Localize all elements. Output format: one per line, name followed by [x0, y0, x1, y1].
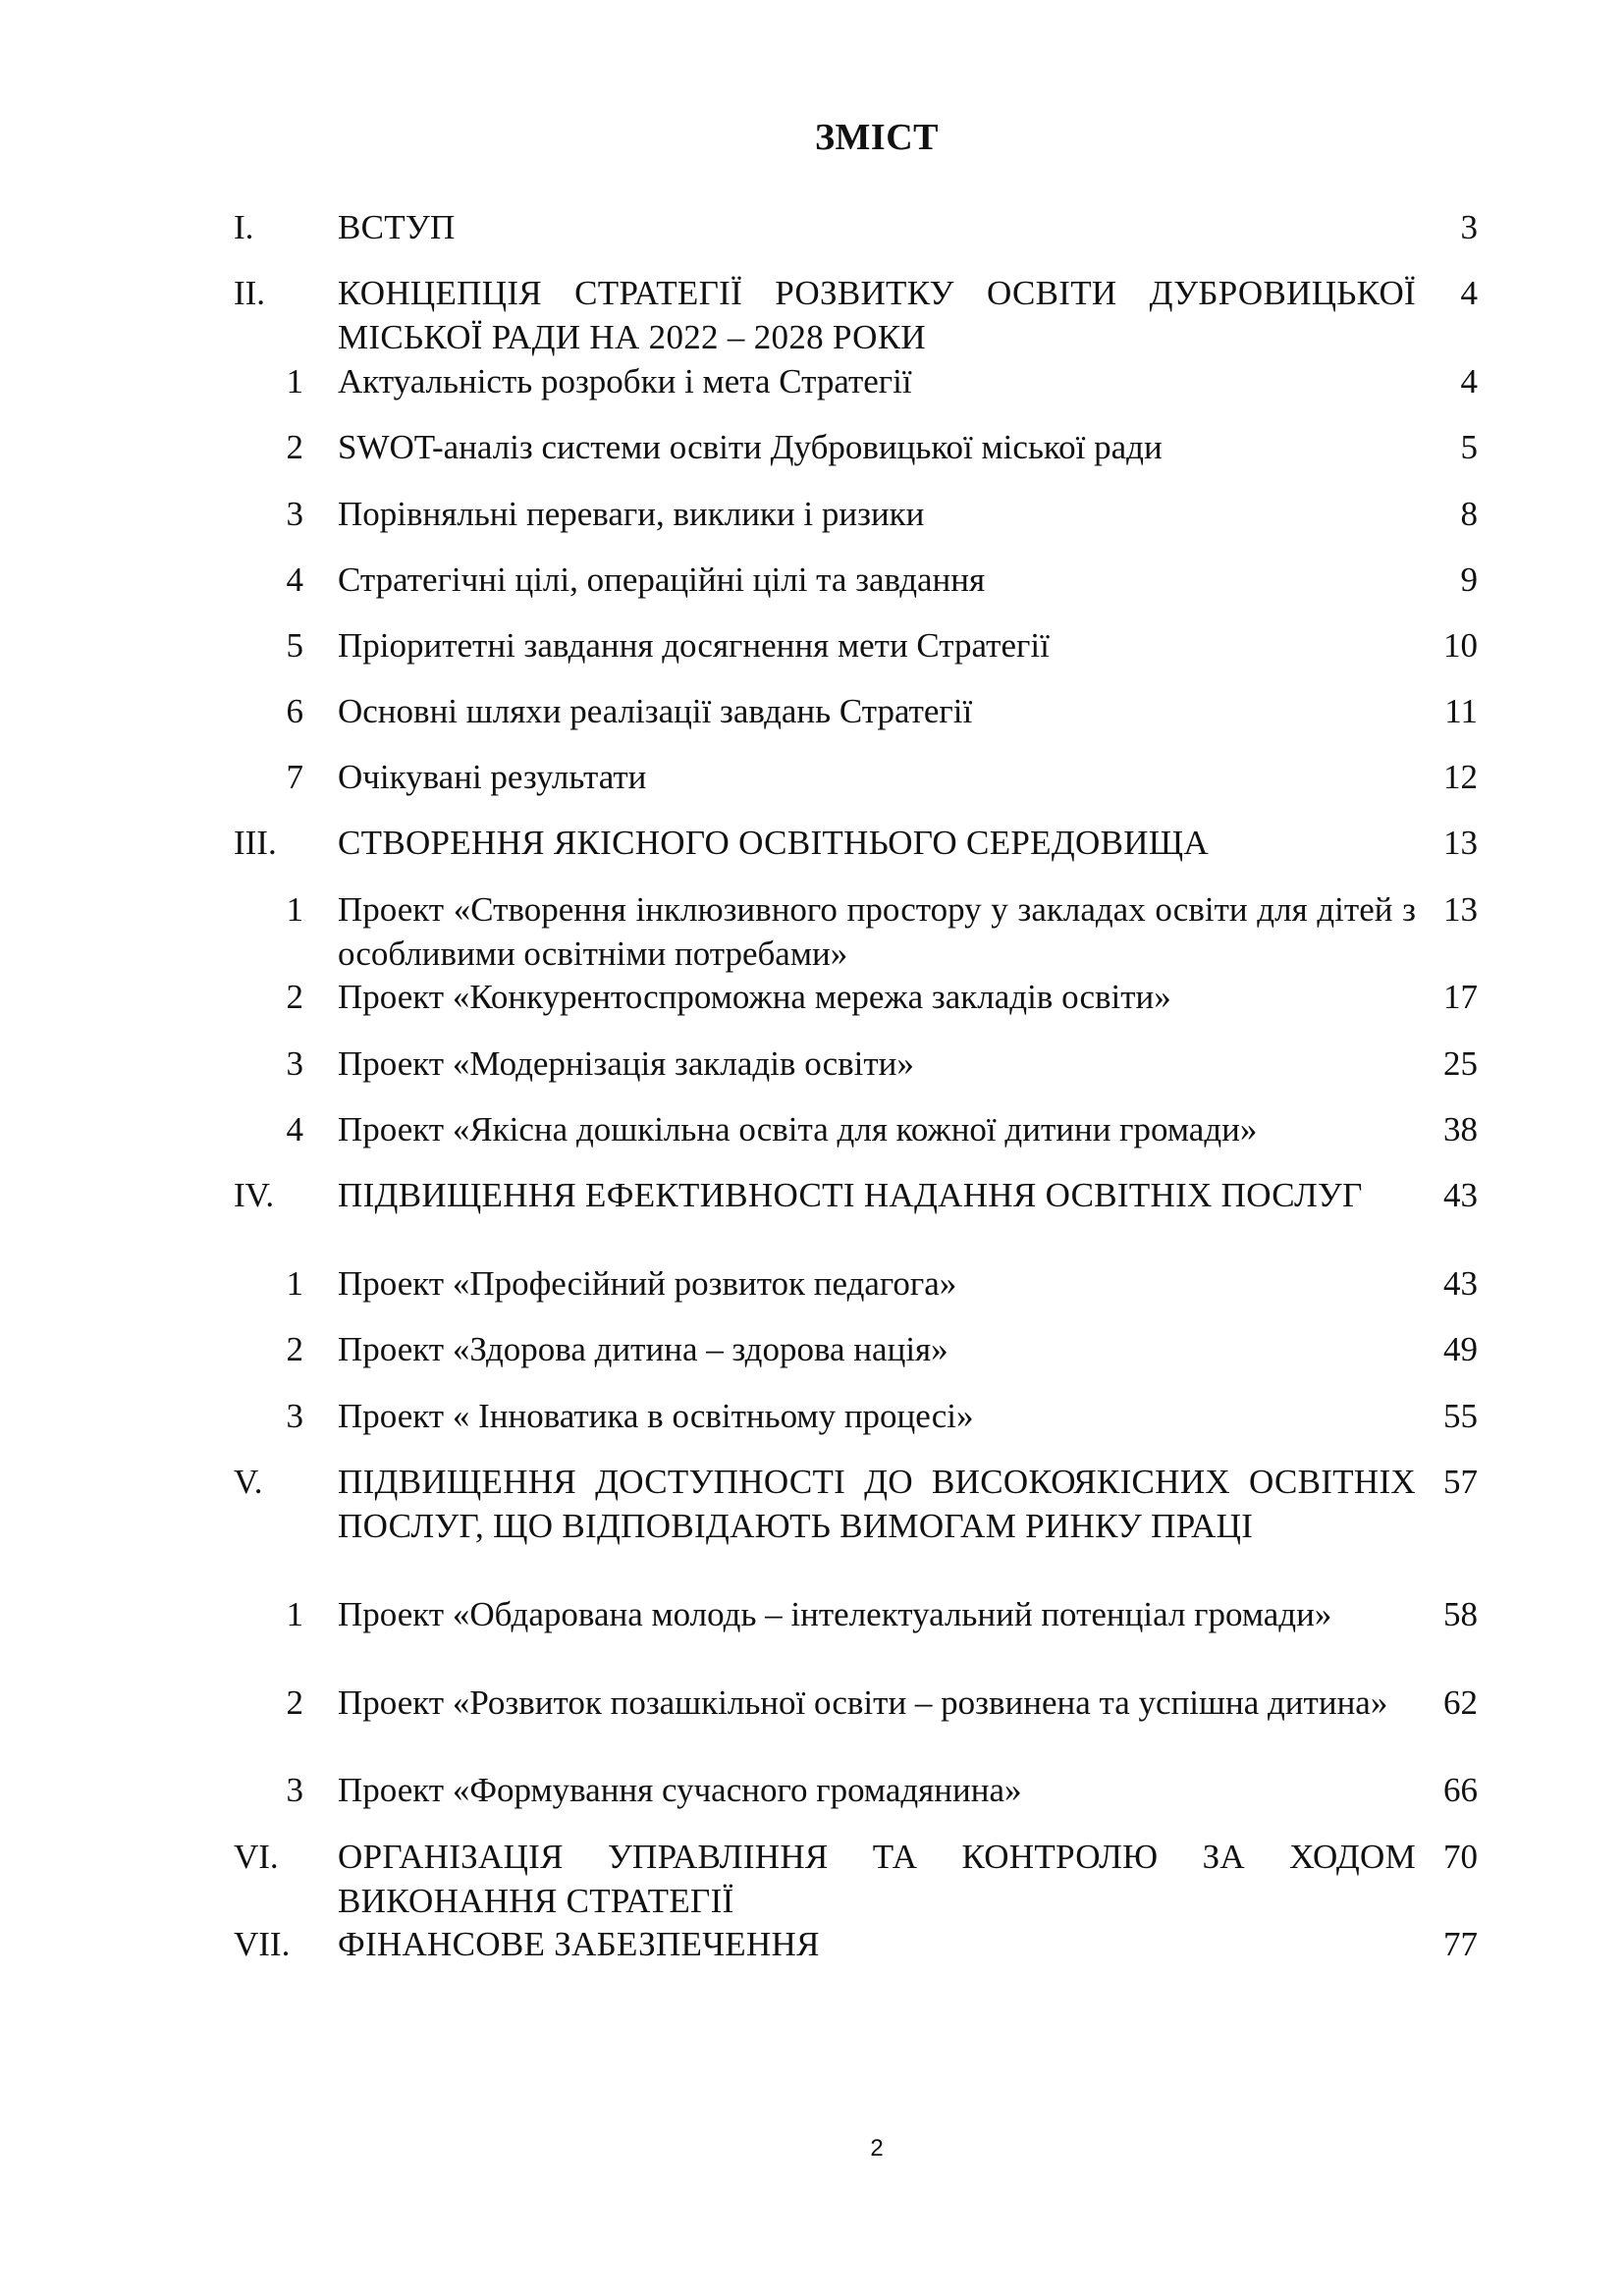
toc-section-number: I.	[234, 208, 254, 246]
toc-page-number: 4	[1460, 362, 1478, 400]
toc-page-number: 43	[1443, 1264, 1478, 1303]
toc-subsection-number: 2	[286, 1683, 303, 1722]
toc-page-number: 4	[1460, 274, 1478, 312]
toc-page-number: 77	[1443, 1925, 1478, 1963]
toc-page-number: 58	[1443, 1595, 1478, 1633]
toc-section-title: ПІДВИЩЕННЯ ЕФЕКТИВНОСТІ НАДАННЯ ОСВІТНІХ ПОСЛУГ	[338, 1176, 1363, 1214]
toc-subsection-title: Порівняльні переваги, виклики і ризики	[338, 495, 925, 533]
toc-page-number: 9	[1460, 561, 1478, 599]
toc-subsection-title: Проект «Здорова дитина – здорова нація»	[338, 1330, 948, 1368]
toc-subsection-number: 3	[286, 1044, 303, 1083]
toc-subsection-title: Основні шляхи реалізації завдань Стратегії	[338, 692, 973, 730]
toc-page-number: 3	[1460, 208, 1478, 246]
toc-section-title: КОНЦЕПЦІЯ СТРАТЕГІЇ РОЗВИТКУ ОСВІТИ ДУБРОВИЦЬКОЇ МІСЬКОЇ РАДИ НА 2022 – 2028 РОКИ	[338, 274, 1416, 356]
toc-subsection-title: Проект «Конкурентоспроможна мережа закладів освіти»	[338, 978, 1171, 1016]
toc-subsection-title: Проект «Розвиток позашкільної освіти – розвинена та успішна дитина»	[338, 1683, 1388, 1722]
toc-page-number: 38	[1443, 1110, 1478, 1148]
toc-subsection-title: Проект «Формування сучасного громадянина»	[338, 1771, 1022, 1809]
toc-page-number: 11	[1444, 692, 1478, 730]
toc-subsection-title: Актуальність розробки і мета Стратегії	[338, 362, 912, 400]
toc-subsection-number: 2	[286, 978, 303, 1016]
toc-subsection-number: 5	[286, 626, 303, 665]
toc-page-number: 12	[1443, 758, 1478, 796]
toc-subsection-title: Проект «Модернізація закладів освіти»	[338, 1044, 914, 1083]
toc-subsection-title: Проект «Обдарована молодь – інтелектуальний потенціал громади»	[338, 1595, 1332, 1633]
toc-section-title: ОРГАНІЗАЦІЯ УПРАВЛІННЯ ТА КОНТРОЛЮ ЗА ХОДОМ ВИКОНАННЯ СТРАТЕГІЇ	[338, 1838, 1416, 1920]
toc-section-number: II.	[234, 274, 266, 312]
toc-subsection-number: 2	[286, 1330, 303, 1368]
toc-page-number: 57	[1443, 1463, 1478, 1501]
toc-section-number: III.	[234, 824, 277, 862]
toc-page-number: 70	[1443, 1838, 1478, 1876]
toc-subsection-number: 6	[286, 692, 303, 730]
toc-page-number: 17	[1443, 978, 1478, 1016]
toc-subsection-number: 3	[286, 1771, 303, 1809]
toc-subsection-title: Очікувані результати	[338, 758, 647, 796]
toc-section-number: IV.	[234, 1176, 275, 1214]
toc-page-number: 13	[1443, 824, 1478, 862]
toc-subsection-number: 3	[286, 495, 303, 533]
toc-subsection-title: Проект «Професійний розвиток педагога»	[338, 1264, 957, 1303]
toc-subsection-number: 4	[286, 1110, 303, 1148]
toc-subsection-number: 7	[286, 758, 303, 796]
toc-subsection-title: SWOT-аналіз системи освіти Дубровицької міської ради	[338, 428, 1163, 466]
toc-page-number: 25	[1443, 1044, 1478, 1083]
toc-subsection-number: 1	[286, 1595, 303, 1633]
toc-section-title: ПІДВИЩЕННЯ ДОСТУПНОСТІ ДО ВИСОКОЯКІСНИХ ОСВІТНІХ ПОСЛУГ, ЩО ВІДПОВІДАЮТЬ ВИМОГАМ РИНКУ ПРАЦІ	[338, 1463, 1416, 1545]
toc-page-number: 55	[1443, 1397, 1478, 1435]
toc-subsection-title: Проект «Створення інклюзивного простору у закладах освіти для дітей з особливими освітніми потребами»	[338, 890, 1416, 973]
toc-subsection-number: 4	[286, 561, 303, 599]
toc-section-title: СТВОРЕННЯ ЯКІСНОГО ОСВІТНЬОГО СЕРЕДОВИЩА	[338, 824, 1209, 862]
toc-subsection-number: 2	[286, 428, 303, 466]
toc-subsection-title: Проект «Якісна дошкільна освіта для кожної дитини громади»	[338, 1110, 1258, 1148]
toc-section-number: VI.	[234, 1838, 279, 1876]
toc-page-number: 66	[1443, 1771, 1478, 1809]
toc-page-number: 8	[1460, 495, 1478, 533]
toc-page-number: 13	[1443, 890, 1478, 929]
toc-subsection-number: 1	[286, 362, 303, 400]
footer-page-number: 2	[870, 2135, 884, 2162]
toc-page-number: 10	[1443, 626, 1478, 665]
toc-section-title: ВСТУП	[338, 208, 456, 246]
toc-section-title: ФІНАНСОВЕ ЗАБЕЗПЕЧЕННЯ	[338, 1925, 820, 1963]
toc-subsection-number: 3	[286, 1397, 303, 1435]
toc-subsection-number: 1	[286, 890, 303, 929]
toc-subsection-title: Пріоритетні завдання досягнення мети Стратегії	[338, 626, 1050, 665]
toc-page-number: 49	[1443, 1330, 1478, 1368]
page-title: ЗМІСТ	[815, 117, 939, 158]
toc-page-number: 5	[1460, 428, 1478, 466]
toc-subsection-title: Проект « Інноватика в освітньому процесі»	[338, 1397, 974, 1435]
toc-subsection-number: 1	[286, 1264, 303, 1303]
toc-page-number: 62	[1443, 1683, 1478, 1722]
toc-section-number: VII.	[234, 1925, 291, 1963]
toc-section-number: V.	[234, 1463, 263, 1501]
toc-page-number: 43	[1443, 1176, 1478, 1214]
toc-subsection-title: Стратегічні цілі, операційні цілі та завдання	[338, 561, 986, 599]
